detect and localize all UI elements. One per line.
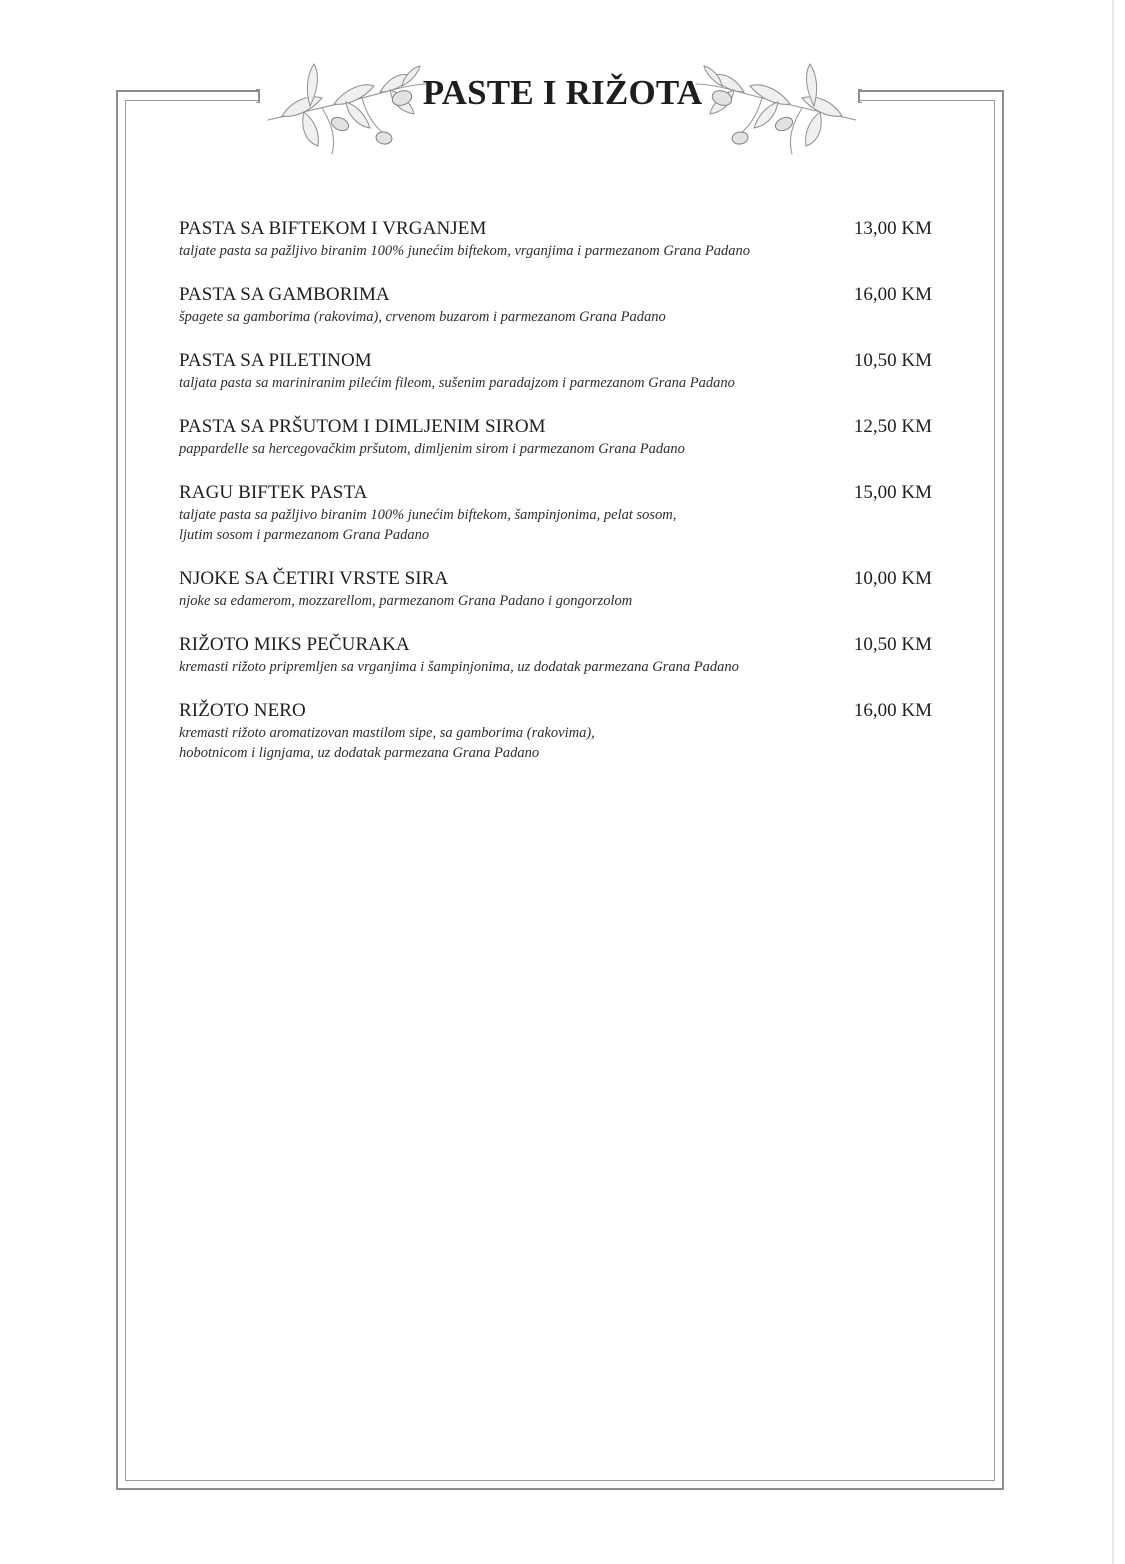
menu-item-description-line: špagete sa gamborima (rakovima), crvenom buzarom i parmezanom Grana Padano (179, 309, 666, 325)
menu-item-description-line: pappardelle sa hercegovačkim pršutom, dimljenim sirom i parmezanom Grana Padano (179, 441, 685, 457)
menu-item-description (179, 373, 819, 393)
menu-item-price: 10,50 KM (853, 634, 932, 655)
menu-item-description-line: hobotnicom i lignjama, uz dodatak parmezana Grana Padano (179, 745, 540, 761)
menu-item (179, 699, 934, 763)
menu-item-description-line: taljata pasta sa mariniranim pilećim fileom, sušenim paradajzom i parmezanom Grana Padano (179, 375, 735, 391)
menu-item-name: PASTA SA PRŠUTOM I DIMLJENIM SIROM (179, 416, 546, 437)
menu-item-row (179, 415, 934, 439)
menu-item-row (179, 217, 934, 241)
menu-item (179, 217, 934, 261)
menu-item (179, 633, 934, 677)
menu-item-row (179, 699, 934, 723)
menu-item-description-line: kremasti rižoto aromatizovan mastilom sipe, sa gamborima (rakovima), (179, 725, 595, 741)
menu-item-row (179, 349, 934, 373)
olive-branch-left-icon (262, 54, 432, 158)
menu-item-row (179, 633, 934, 657)
menu-item-description-line: ljutim sosom i parmezanom Grana Padano (179, 527, 430, 543)
menu-item-name: NJOKE SA ČETIRI VRSTE SIRA (179, 568, 449, 589)
menu-item-name: PASTA SA PILETINOM (179, 350, 372, 371)
menu-item-description (179, 657, 819, 677)
menu-item (179, 283, 934, 327)
menu-item-description (179, 307, 819, 327)
frame-cap-left (256, 89, 260, 103)
menu-item-price: 16,00 KM (853, 700, 932, 721)
menu-item-name: RIŽOTO MIKS PEČURAKA (179, 634, 410, 655)
menu-item-description (179, 241, 819, 261)
menu-item-description (179, 439, 819, 459)
menu-item-row (179, 481, 934, 505)
menu-item-name: PASTA SA GAMBORIMA (179, 284, 390, 305)
menu-item-price: 12,50 KM (853, 416, 932, 437)
menu-item-name: RIŽOTO NERO (179, 700, 306, 721)
menu-item-price: 10,50 KM (853, 350, 932, 371)
olive-branch-right-icon (692, 54, 862, 158)
menu-item (179, 415, 934, 459)
menu-item-description (179, 505, 819, 545)
menu-item-description-line: kremasti rižoto pripremljen sa vrganjima i šampinjonima, uz dodatak parmezana Grana Padano (179, 659, 739, 675)
menu-item-price: 15,00 KM (853, 482, 932, 503)
menu-item-description-line: njoke sa edamerom, mozzarellom, parmezanom Grana Padano i gongorzolom (179, 593, 633, 609)
menu-item (179, 481, 934, 545)
menu-title: PASTE I RIŽOTA (422, 73, 703, 112)
menu-item (179, 567, 934, 611)
menu-item-description (179, 723, 819, 763)
menu-item-price: 16,00 KM (853, 284, 932, 305)
menu-item-price: 13,00 KM (853, 218, 932, 239)
menu-list (179, 217, 934, 785)
menu-item-description (179, 591, 819, 611)
menu-item-description-line: taljate pasta sa pažljivo biranim 100% junećim biftekom, vrganjima i parmezanom Grana Padano (179, 243, 750, 259)
menu-item (179, 349, 934, 393)
menu-item-name: RAGU BIFTEK PASTA (179, 482, 368, 503)
menu-item-row (179, 567, 934, 591)
menu-item-price: 10,00 KM (853, 568, 932, 589)
menu-item-name: PASTA SA BIFTEKOM I VRGANJEM (179, 218, 487, 239)
page-edge-divider (1112, 0, 1114, 1564)
menu-item-row (179, 283, 934, 307)
menu-item-description-line: taljate pasta sa pažljivo biranim 100% junećim biftekom, šampinjonima, pelat sosom, (179, 507, 677, 523)
